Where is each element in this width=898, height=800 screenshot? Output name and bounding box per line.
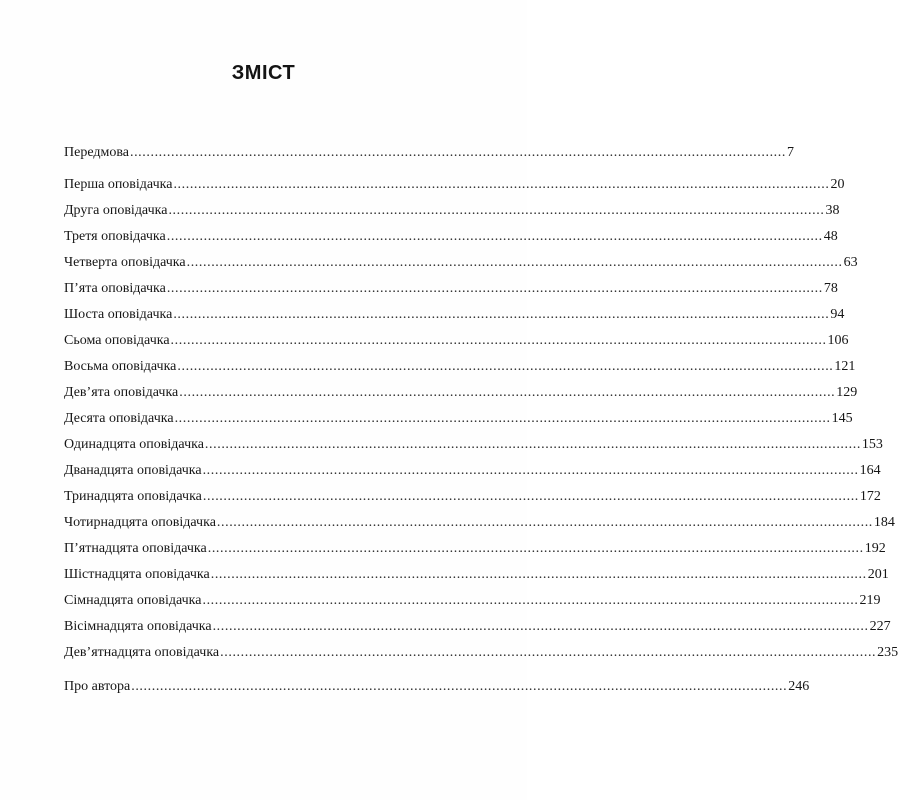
toc-entry-page: 129	[836, 385, 858, 400]
dot-leader: ................................................................................................................................................................	[202, 489, 859, 504]
dot-leader: ................................................................................................................................................................	[204, 437, 861, 452]
dot-leader: ................................................................................................................................................................	[173, 307, 830, 322]
toc-entry	[64, 201, 840, 221]
toc-entry-title: Передмова	[64, 145, 129, 160]
toc-entry-title: Сьома оповідачка	[64, 333, 170, 348]
dot-leader: ................................................................................................................................................................	[202, 593, 859, 608]
dot-leader: ................................................................................................................................................................	[177, 359, 834, 374]
toc-entry-title: Перша оповідачка	[64, 177, 173, 192]
toc-entry-page: 201	[867, 567, 889, 582]
toc-entry-page: 184	[873, 515, 895, 530]
toc-entry	[64, 409, 853, 429]
toc-entry-title: Тринадцята оповідачка	[64, 489, 202, 504]
toc-entry-page: 94	[830, 307, 845, 322]
toc-entry	[64, 305, 845, 325]
toc-entry	[64, 253, 858, 273]
toc-entry-page: 121	[834, 359, 856, 374]
toc-entry-title: Одинадцята оповідачка	[64, 437, 204, 452]
toc-entry-page: 38	[825, 203, 840, 218]
table-of-contents	[64, 0, 898, 800]
toc-entry-page: 63	[843, 255, 858, 270]
toc-entry	[64, 461, 881, 481]
toc-entry	[64, 565, 889, 585]
toc-entry	[64, 617, 891, 637]
toc-entry-title: Дев’ята оповідачка	[64, 385, 179, 400]
dot-leader: ................................................................................................................................................................	[168, 203, 825, 218]
dot-leader: ................................................................................................................................................................	[170, 333, 827, 348]
toc-entry	[64, 487, 881, 507]
toc-entry-page: 145	[831, 411, 853, 426]
toc-entry-page: 227	[869, 619, 891, 634]
toc-entry-page: 219	[859, 593, 881, 608]
dot-leader: ................................................................................................................................................................	[166, 229, 823, 244]
toc-entry-page: 78	[823, 281, 838, 296]
toc-entry-title: П’ята оповідачка	[64, 281, 166, 296]
toc-entry-title: Про автора	[64, 679, 131, 694]
toc-entry-page: 192	[864, 541, 886, 556]
toc-entry-page: 235	[877, 645, 898, 660]
toc-entry-title: П’ятнадцята оповідачка	[64, 541, 207, 556]
toc-entry-title: Вісімнадцята оповідачка	[64, 619, 212, 634]
toc-entry-title: Четверта оповідачка	[64, 255, 186, 270]
toc-entry	[64, 643, 898, 663]
toc-entry	[64, 677, 810, 697]
dot-leader: ................................................................................................................................................................	[179, 385, 836, 400]
toc-entry-title: Друга оповідачка	[64, 203, 168, 218]
toc-entry-title: Дев’ятнадцята оповідачка	[64, 645, 220, 660]
toc-entry	[64, 383, 858, 403]
toc-entry-title: Дванадцята оповідачка	[64, 463, 202, 478]
toc-entry-title: Чотирнадцята оповідачка	[64, 515, 216, 530]
toc-entry-page: 172	[859, 489, 881, 504]
toc-entry	[64, 435, 883, 455]
dot-leader: ................................................................................................................................................................	[166, 281, 823, 296]
toc-entry-page: 48	[823, 229, 838, 244]
dot-leader: ................................................................................................................................................................	[216, 515, 873, 530]
dot-leader: ................................................................................................................................................................	[207, 541, 864, 556]
toc-entry-page: 164	[859, 463, 881, 478]
dot-leader: ................................................................................................................................................................	[129, 145, 786, 160]
dot-leader: ................................................................................................................................................................	[186, 255, 843, 270]
dot-leader: ................................................................................................................................................................	[202, 463, 859, 478]
toc-entry	[64, 513, 895, 533]
toc-entry-title: Десята оповідачка	[64, 411, 174, 426]
dot-leader: ................................................................................................................................................................	[174, 411, 831, 426]
toc-entry	[64, 175, 845, 195]
dot-leader: ................................................................................................................................................................	[212, 619, 869, 634]
toc-entry-title: Сімнадцята оповідачка	[64, 593, 202, 608]
dot-leader: ................................................................................................................................................................	[131, 679, 788, 694]
page-title: ЗМІСТ	[231, 62, 296, 84]
toc-entry-title: Третя оповідачка	[64, 229, 166, 244]
dot-leader: ................................................................................................................................................................	[173, 177, 830, 192]
toc-entry	[64, 539, 886, 559]
toc-entry-title: Шоста оповідачка	[64, 307, 173, 322]
toc-entry	[64, 357, 856, 377]
toc-entry-title: Шістнадцята оповідачка	[64, 567, 210, 582]
toc-entry	[64, 279, 838, 299]
toc-entry	[64, 331, 849, 351]
toc-entry-page: 153	[861, 437, 883, 452]
toc-entry-page: 20	[830, 177, 845, 192]
toc-entry-page: 246	[788, 679, 810, 694]
toc-entry	[64, 591, 881, 611]
dot-leader: ................................................................................................................................................................	[220, 645, 877, 660]
dot-leader: ................................................................................................................................................................	[210, 567, 867, 582]
toc-entry-title: Восьма оповідачка	[64, 359, 177, 374]
toc-entry-page: 7	[786, 145, 794, 160]
toc-entry	[64, 227, 838, 247]
toc-entry-page: 106	[827, 333, 849, 348]
toc-entry	[64, 143, 794, 163]
